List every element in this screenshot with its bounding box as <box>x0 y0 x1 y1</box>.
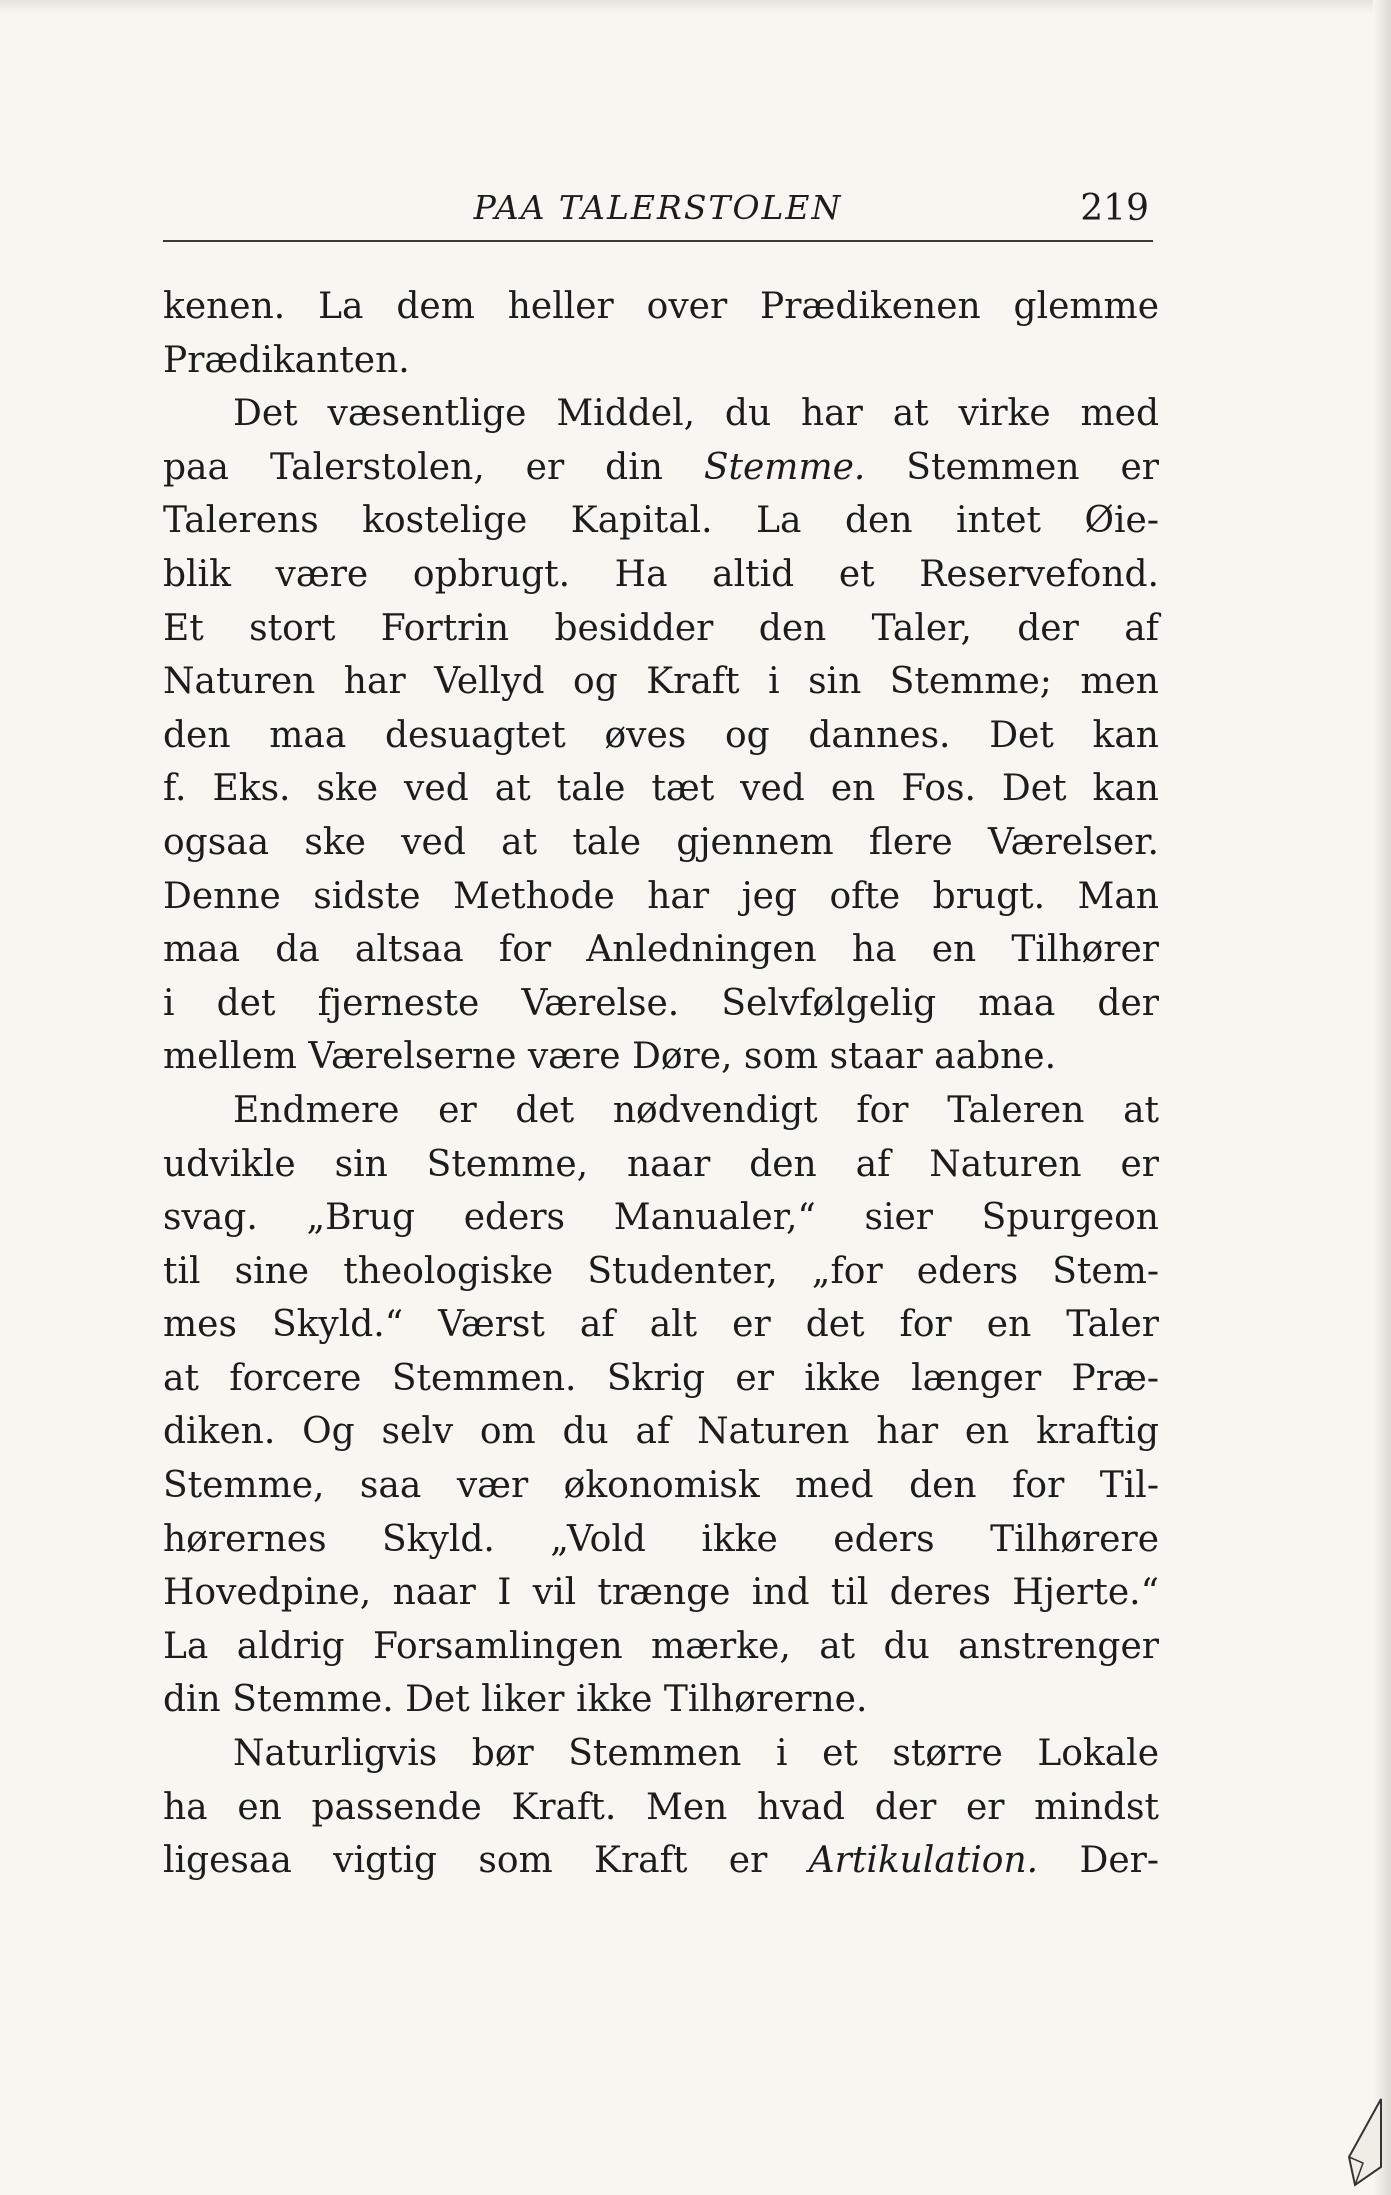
text-line: Endmere er det nødvendigt for Taleren at <box>233 1089 1159 1131</box>
text-run: paa Talerstolen, er din <box>163 446 704 488</box>
running-title: PAA TALERSTOLEN <box>473 188 843 227</box>
emphasis: Stemme. <box>703 446 866 488</box>
text-line: Det væsentlige Middel, du har at virke med <box>233 393 1159 435</box>
page-edge <box>0 0 1391 14</box>
page-edge-shadow <box>1373 0 1391 2195</box>
text-line: mellem Værelserne være Døre, som staar aabne. <box>163 1036 1057 1078</box>
text-line <box>163 1834 1159 1888</box>
text-line: at forcere Stemmen. Skrig er ikke længer Præ- <box>163 1357 1159 1399</box>
text-line: diken. Og selv om du af Naturen har en kraftig <box>163 1411 1159 1453</box>
text-line: ha en passende Kraft. Men hvad der er mindst <box>163 1786 1159 1828</box>
text-run: Stemmen er <box>865 446 1159 488</box>
page-corner-fold <box>1341 2097 1383 2187</box>
text-line: mes Skyld.“ Værst af alt er det for en Taler <box>163 1304 1159 1346</box>
text-line: blik være opbrugt. Ha altid et Reservefond. <box>163 553 1159 595</box>
text-line: svag. „Brug eders Manualer,“ sier Spurgeon <box>163 1197 1159 1239</box>
page-header <box>163 178 1153 242</box>
text-line: Et stort Fortrin besidder den Taler, der af <box>163 607 1159 649</box>
text-line: Naturen har Vellyd og Kraft i sin Stemme; men <box>163 661 1159 703</box>
text-line: udvikle sin Stemme, naar den af Naturen er <box>163 1143 1159 1185</box>
text-line: hørernes Skyld. „Vold ikke eders Tilhørere <box>163 1518 1159 1560</box>
text-line: til sine theologiske Studenter, „for eders Stem- <box>163 1250 1159 1292</box>
text-line: Talerens kostelige Kapital. La den intet Øie- <box>163 500 1159 542</box>
text-line: Hovedpine, naar I vil trænge ind til deres Hjerte.“ <box>163 1572 1159 1614</box>
page-number: 219 <box>1080 188 1149 229</box>
text-line: maa da altsaa for Anledningen ha en Tilhører <box>163 929 1159 971</box>
text-line: den maa desuagtet øves og dannes. Det kan <box>163 714 1159 756</box>
text-line: Stemme, saa vær økonomisk med den for Til- <box>163 1465 1159 1507</box>
text-line: Naturligvis bør Stemmen i et større Lokale <box>233 1733 1159 1775</box>
emphasis: Artikulation. <box>808 1840 1039 1882</box>
text-line: Denne sidste Methode har jeg ofte brugt. Man <box>163 875 1159 917</box>
text-line: Prædikanten. <box>163 339 410 381</box>
text-line: i det fjerneste Værelse. Selvfølgelig maa der <box>163 982 1159 1024</box>
text-line: ogsaa ske ved at tale gjennem flere Værelser. <box>163 821 1159 863</box>
text-line <box>163 441 1159 495</box>
text-line: La aldrig Forsamlingen mærke, at du anstrenger <box>163 1625 1159 1667</box>
text-line: kenen. La dem heller over Prædikenen glemme <box>163 286 1159 327</box>
body-text <box>163 280 1159 1888</box>
text-line: f. Eks. ske ved at tale tæt ved en Fos. Det kan <box>163 768 1159 810</box>
text-run: ligesaa vigtig som Kraft er <box>163 1840 809 1882</box>
text-line: din Stemme. Det liker ikke Tilhørerne. <box>163 1679 868 1721</box>
text-run: Der- <box>1038 1840 1160 1882</box>
